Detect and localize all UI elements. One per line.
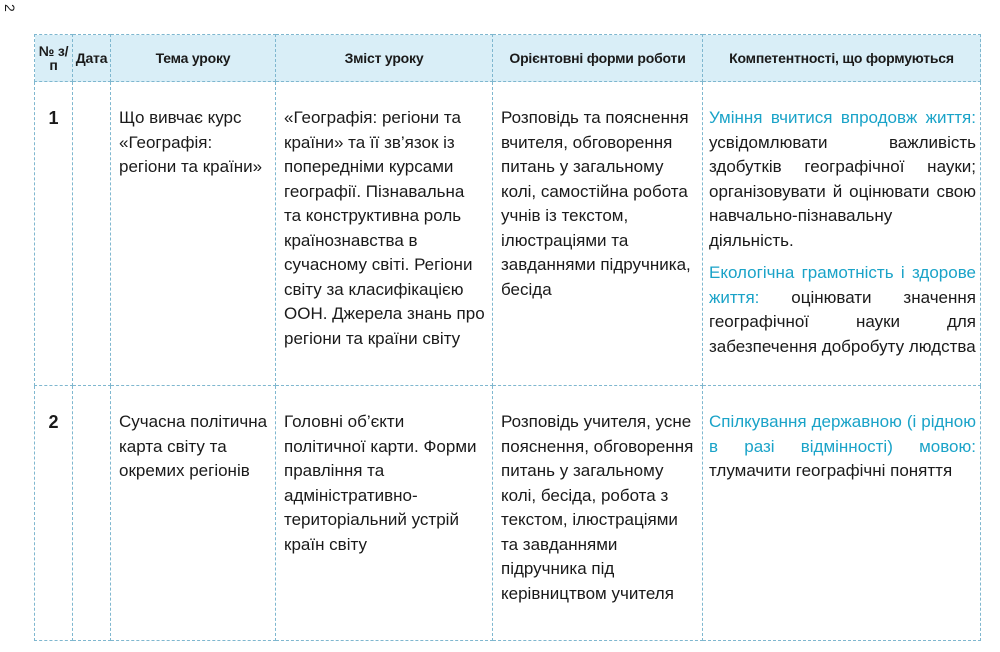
table-row — [35, 386, 981, 641]
header-num: № з/п — [35, 35, 73, 82]
row-competences — [703, 82, 980, 373]
competence-title: Екологічна грамотність і здорове життя: — [709, 263, 976, 307]
header-topic: Тема уроку — [111, 35, 276, 82]
competence-item — [709, 410, 976, 484]
competence-item — [709, 106, 976, 253]
competence-text: тлумачити географічні поняття — [709, 461, 953, 480]
competence-text: усвідомлювати важливість здобутків географічної науки; організовувати й оцінювати свою навчально-пізнавальну діяльність. — [709, 132, 976, 250]
row-forms: Розповідь учителя, усне пояснення, обговорення питань у загальному колі, бесіда, робота з текстом, ілюстраціями та завданнями підручника під керівництвом учителя — [501, 412, 694, 603]
competence-title: Уміння вчитися впродовж життя: — [709, 108, 976, 127]
row-topic: Що вивчає курс «Географія: регіони та країни» — [119, 108, 263, 176]
row-number: 1 — [48, 108, 59, 128]
header-content: Зміст уроку — [276, 35, 493, 82]
header-forms: Орієнтовні форми роботи — [493, 35, 703, 82]
row-content: Головні об’єкти політичної карти. Форми правління та адміністративно-територіальний устрій країн світу — [284, 412, 477, 554]
competence-item — [709, 261, 976, 359]
row-forms: Розповідь та пояснення вчителя, обговорення питань у загальному колі, самостійна робота учнів із текстом, ілюстраціями та завданнями підручника, бесіда — [501, 108, 691, 299]
table-header-row — [35, 35, 981, 82]
row-date — [73, 386, 110, 416]
row-topic: Сучасна політична карта світу та окремих регіонів — [119, 412, 268, 480]
page-number: 2 — [2, 4, 18, 12]
table-row — [35, 82, 981, 386]
row-number: 2 — [48, 412, 59, 432]
competence-title: Спілкування державною (і рідною в разі відмінності) мовою: — [709, 412, 976, 456]
row-date — [73, 82, 110, 112]
lesson-plan-table — [34, 34, 981, 641]
row-competences — [703, 386, 980, 498]
header-competences: Компетентності, що формуються — [703, 35, 981, 82]
row-content: «Географія: регіони та країни» та її зв’язок із попередніми курсами географії. Пізнавальна та конструктивна роль країнознавства в сучасному світі. Регіони світу за класифікацією ООН. Джерела знань про регіони та країни світу — [284, 108, 485, 348]
header-date: Дата — [73, 35, 111, 82]
competence-text: оцінювати значення географічної науки для забезпечення добробуту людства — [709, 287, 976, 356]
